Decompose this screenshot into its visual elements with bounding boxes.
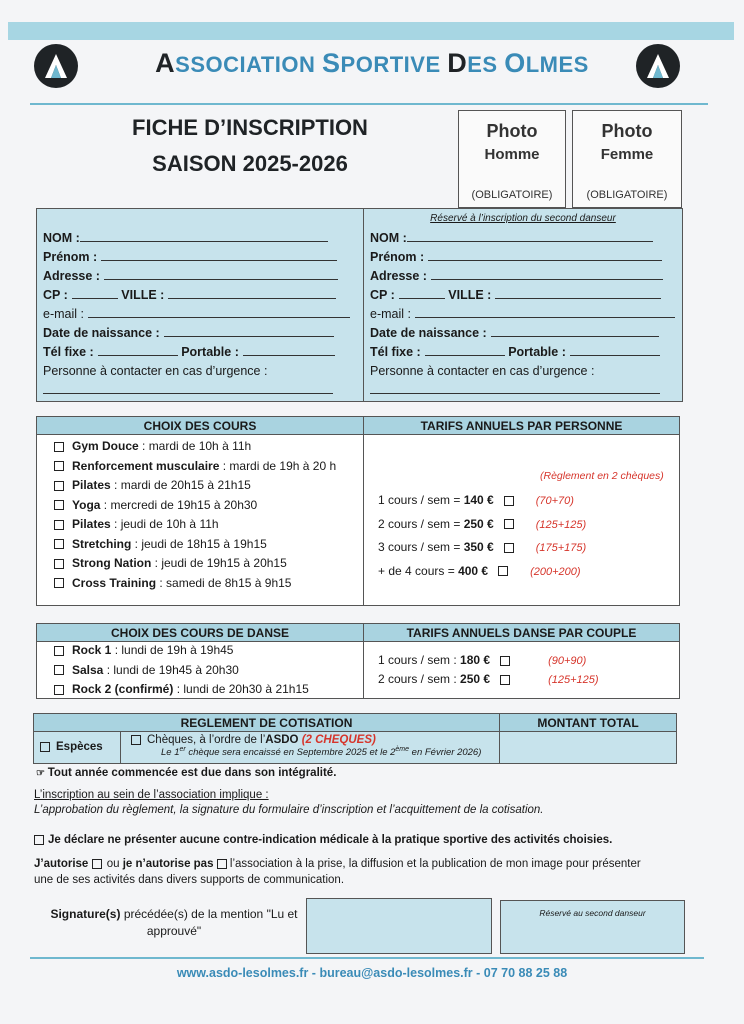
signature-box-second[interactable]	[500, 900, 685, 954]
email-field[interactable]: e-mail :	[370, 305, 680, 324]
cours-item[interactable]: Stretching : jeudi de 18h15 à 19h15	[54, 535, 362, 555]
naissance-field[interactable]: Date de naissance :	[370, 324, 680, 343]
checkbox[interactable]	[500, 675, 510, 685]
cp-ville-field[interactable]: CP : VILLE :	[370, 286, 680, 305]
cours-item[interactable]: Strong Nation : jeudi de 19h15 à 20h15	[54, 554, 362, 574]
tarif-item[interactable]: 3 cours / sem = 350 € (175+175)	[378, 540, 587, 554]
reglement-header: REGLEMENT DE COTISATION	[33, 713, 500, 733]
second-dancer-note: Réservé à l’inscription du second danseur	[430, 213, 616, 224]
checkbox-autorise[interactable]	[92, 859, 102, 869]
montant-header: MONTANT TOTAL	[499, 713, 677, 733]
signature-box-primary[interactable]	[306, 898, 492, 954]
title-word-1: ASSOCIATION	[155, 48, 323, 78]
tarif-item[interactable]: 2 cours / sem = 250 € (125+125)	[378, 516, 587, 531]
checkbox[interactable]	[54, 665, 64, 675]
danse-item[interactable]: Rock 1 : lundi de 19h à 19h45	[54, 641, 362, 661]
inscription-title: L’inscription au sein de l’association implique :	[34, 789, 269, 801]
tarifs-list	[378, 489, 678, 583]
especes-cell[interactable]	[33, 731, 121, 764]
nom-field[interactable]: NOM :	[43, 229, 361, 248]
tarif-danse-item[interactable]: 1 cours / sem : 180 € (90+90)	[378, 653, 587, 667]
checkbox[interactable]	[54, 520, 64, 530]
danse-item[interactable]: Salsa : lundi de 19h45 à 20h30	[54, 661, 362, 681]
photo-who: Femme	[600, 146, 654, 163]
image-consent-line2: une de ses activités dans divers supports de communication.	[34, 874, 345, 886]
photo-title: Photo	[601, 121, 653, 141]
checkbox[interactable]	[54, 442, 64, 452]
checkbox[interactable]	[54, 539, 64, 549]
title-word-4: OLMES	[504, 48, 589, 78]
checkbox[interactable]	[498, 566, 508, 576]
urgence-line[interactable]	[43, 381, 361, 400]
cours-item[interactable]: Yoga : mercredi de 19h15 à 20h30	[54, 496, 362, 516]
checkbox[interactable]	[504, 543, 514, 553]
checkbox[interactable]	[40, 742, 50, 752]
medical-declaration[interactable]: Je déclare ne présenter aucune contre-indication médicale à la pratique sportive des activités choisies.	[34, 834, 612, 846]
checkbox[interactable]	[504, 519, 514, 529]
prenom-field[interactable]: Prénom :	[370, 248, 680, 267]
adresse-field[interactable]: Adresse :	[370, 267, 680, 286]
danse-item[interactable]: Rock 2 (confirmé) : lundi de 20h30 à 21h15	[54, 680, 362, 700]
cours-item[interactable]: Cross Training : samedi de 8h15 à 9h15	[54, 574, 362, 594]
checkbox[interactable]	[54, 481, 64, 491]
tarifs-danse-list	[378, 651, 678, 689]
cours-item[interactable]: Pilates : jeudi de 10h à 11h	[54, 515, 362, 535]
cours-item[interactable]: Renforcement musculaire : mardi de 19h à 20 h	[54, 457, 362, 477]
identity-fields-second	[370, 229, 680, 400]
tel-field[interactable]: Tél fixe : Portable :	[43, 343, 361, 362]
checkbox[interactable]	[34, 835, 44, 845]
top-banner-bar	[8, 22, 734, 40]
naissance-field[interactable]: Date de naissance :	[43, 324, 361, 343]
tarif-item[interactable]: 1 cours / sem = 140 € (70+70)	[378, 493, 574, 507]
checkbox[interactable]	[504, 496, 514, 506]
photo-box-femme[interactable]	[572, 110, 682, 208]
photo-who: Homme	[484, 146, 540, 163]
club-logo-left	[34, 44, 78, 88]
tarif-danse-item[interactable]: 2 cours / sem : 250 € (125+125)	[378, 672, 599, 686]
title-word-3: DES	[447, 48, 505, 78]
title-divider	[30, 103, 708, 105]
checkbox[interactable]	[54, 578, 64, 588]
signature-label: Signature(s) précédée(s) de la mention "Lu et approuvé"	[50, 907, 298, 938]
checkbox[interactable]	[54, 685, 64, 695]
reglement-note: (Règlement en 2 chèques)	[540, 470, 664, 482]
photo-required-note: (OBLIGATOIRE)	[471, 189, 553, 201]
montant-total-input[interactable]	[499, 731, 677, 764]
email-field[interactable]: e-mail :	[43, 305, 361, 324]
cheques-option[interactable]: Chèques, à l’ordre de l’ASDO (2 CHEQUES)	[131, 734, 499, 746]
urgence-field[interactable]: Personne à contacter en cas d’urgence :	[370, 364, 595, 378]
image-consent: J’autorise ou je n’autorise pas l’association à la prise, la diffusion et la publication de mon image pour présenter	[34, 858, 641, 870]
tarifs-danse-header: TARIFS ANNUELS DANSE PAR COUPLE	[363, 623, 680, 643]
form-title	[105, 110, 395, 182]
tarif-item[interactable]: + de 4 cours = 400 € (200+200)	[378, 563, 581, 578]
form-title-line1: FICHE D’INSCRIPTION	[132, 115, 368, 140]
photo-required-note: (OBLIGATOIRE)	[586, 189, 668, 201]
especes-option[interactable]: Espèces	[40, 741, 120, 753]
urgence-line[interactable]	[370, 381, 680, 400]
annee-note: ☞ Tout année commencée est due dans son intégralité.	[36, 767, 337, 779]
association-title	[90, 48, 654, 79]
cours-item[interactable]: Pilates : mardi de 20h15 à 21h15	[54, 476, 362, 496]
cours-item[interactable]: Gym Douce : mardi de 10h à 11h	[54, 437, 362, 457]
footer-contact[interactable]: www.asdo-lesolmes.fr - bureau@asdo-lesolmes.fr - 07 70 88 25 88	[176, 966, 568, 980]
form-title-line2: SAISON 2025-2026	[152, 151, 348, 176]
urgence-field[interactable]: Personne à contacter en cas d’urgence :	[43, 364, 268, 378]
identity-fields-primary	[43, 229, 361, 400]
checkbox[interactable]	[54, 500, 64, 510]
checkbox[interactable]	[131, 735, 141, 745]
checkbox[interactable]	[500, 656, 510, 666]
cheques-cell[interactable]	[120, 731, 500, 764]
checkbox[interactable]	[54, 646, 64, 656]
checkbox-non-autorise[interactable]	[217, 859, 227, 869]
cours-header: CHOIX DES COURS	[36, 416, 364, 436]
inscription-text: L’approbation du règlement, la signature du formulaire d’inscription et l’acquittement de la cotisation.	[34, 804, 544, 816]
footer-divider	[30, 957, 704, 959]
danse-list	[54, 641, 362, 700]
tel-field[interactable]: Tél fixe : Portable :	[370, 343, 680, 362]
photo-box-homme[interactable]	[458, 110, 566, 208]
adresse-field[interactable]: Adresse :	[43, 267, 361, 286]
checkbox[interactable]	[54, 461, 64, 471]
nom-field[interactable]: NOM :	[370, 229, 680, 248]
photo-title: Photo	[486, 121, 538, 141]
title-word-2: SPORTIVE	[322, 48, 448, 78]
pointing-hand-icon: ☞	[36, 768, 48, 779]
cours-list	[54, 437, 362, 593]
checkbox[interactable]	[54, 559, 64, 569]
danse-header: CHOIX DES COURS DE DANSE	[36, 623, 364, 643]
tarifs-header: TARIFS ANNUELS PAR PERSONNE	[363, 416, 680, 436]
prenom-field[interactable]: Prénom :	[43, 248, 361, 267]
cp-ville-field[interactable]: CP : VILLE :	[43, 286, 361, 305]
cheques-note: Le 1er chèque sera encaissé en Septembre 2025 et le 2ème en Février 2026)	[161, 746, 482, 759]
second-signature-note: Réservé au second danseur	[539, 908, 646, 918]
